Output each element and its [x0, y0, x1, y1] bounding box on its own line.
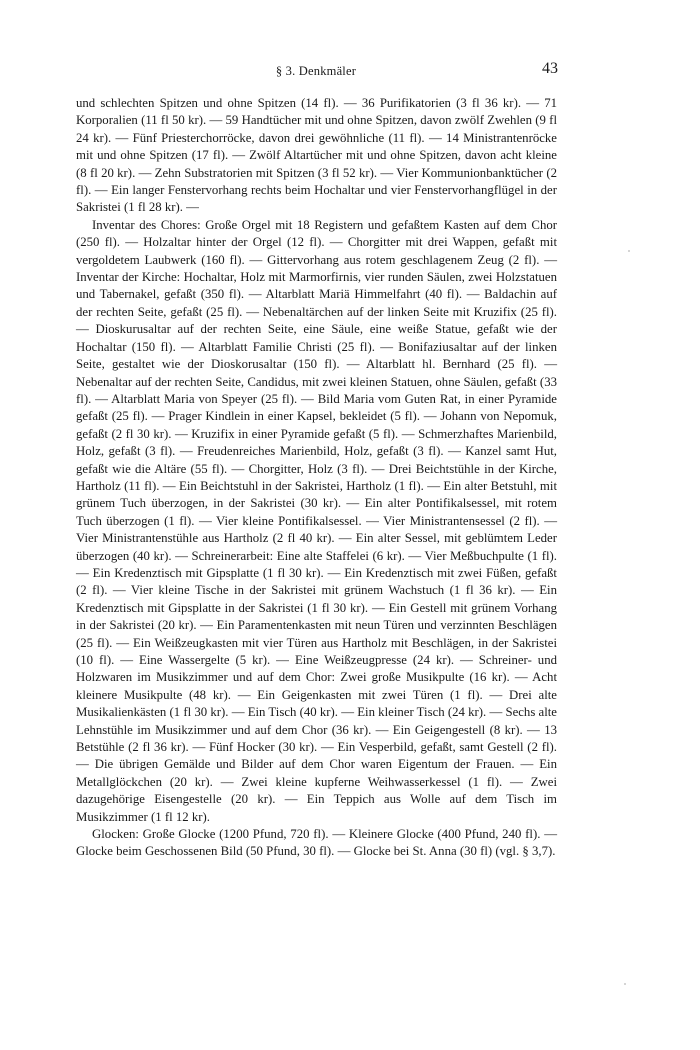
section-title: § 3. Denkmäler — [275, 64, 357, 78]
paragraph-continuation: und schlechten Spitzen und ohne Spitzen (14 fl). — 36 Purifikatorien (3 fl 36 kr). — 71 Korporalien (11 fl 50 kr). — 59 Handtücher mit und ohne Spitzen, davon zwölf Zwehlen (9 fl 24 kr). — Fünf Priesterchorröcke, davon drei gewöhnliche (11 fl). — 14 Ministrantenröcke mit und ohne Spitzen (17 fl). — Zwölf Altartücher mit und ohne Spitzen, davon acht kleine (8 fl 20 kr). — Zehn Substratorien mit Spitzen (3 fl 52 kr). — Vier Kommunionbanktücher (2 fl). — Ein langer Fenstervorhang rechts beim Hochaltar und vier Fenstervorhangflügel in der Sakristei (1 fl 28 kr). — — [76, 96, 557, 215]
paragraph-inventory: Inventar des Chores: Große Orgel mit 18 Registern und gefaßtem Kasten auf dem Chor (250 fl). — Holzaltar hinter der Orgel (12 fl). — Chorgitter mit drei Wappen, gefaßt mit vergoldetem Laubwerk (160 fl). — Gittervorhang aus rotem geschlagenem Zeug (2 fl). — Inventar der Kirche: Hochaltar, Holz mit Marmorfirnis, vier runden Säulen, zwei Holzstatuen und Tabernakel, gefaßt (350 fl). — Altarblatt Mariä Himmelfahrt (40 fl). — Baldachin auf der rechten Seite, gefaßt (25 fl). — Nebenaltärchen auf der linken Seite mit Kruzifix (25 fl). — Dioskurusaltar auf der rechten Seite, eine Säule, eine weiße Statue, gefaßt wie der Hochaltar (150 fl). — Altarblatt Familie Christi (25 fl). — Bonifaziusaltar auf der linken Seite, gestaltet wie der Dioskorusaltar (150 fl). — Altarblatt hl. Bernhard (25 fl). — Nebenaltar auf der rechten Seite, Candidus, mit zwei kleinen Statuen, ohne Säulen, gefaßt (33 fl). — Altarblatt Maria von Speyer (25 fl). — Bild Maria vom Guten Rat, in einer Pyramide gefaßt (25 fl). — Prager Kindlein in einer Kapsel, bekleidet (5 fl). — Johann von Nepomuk, gefaßt (2 fl 30 kr). — Kruzifix in einer Pyramide gefaßt (5 fl). — Schmerzhaftes Marienbild, Holz, gefaßt (3 fl). — Freudenreiches Marienbild, Holz, gefaßt (3 fl). — Kanzel samt Hut, gefaßt wie die Altäre (55 fl). — Chorgitter, Holz (3 fl). — Drei Beichtstühle in der Kirche, Hartholz (11 fl). — Ein Beichtstuhl in der Sakristei, Hartholz (1 fl). — Ein alter Betstuhl, mit grünem Tuch überzogen, in der Sakristei (30 kr). — Ein alter Pontifikalsessel, mit rotem Tuch überzogen (1 fl). — Vier kleine Pontifikalsessel. — Vier Ministrantensessel (2 fl). — Vier Ministrantenstühle aus Hartholz (2 fl 40 kr). — Ein alter Sessel, mit geblümtem Leder überzogen (40 kr). — Schreinerarbeit: Eine alte Staffelei (6 kr). — Vier Meßbuchpulte (1 fl). — Ein Kredenztisch mit Gipsplatte (1 fl 30 kr). — Ein Kredenztisch mit zwei Füßen, gefaßt (2 fl). — Vier kleine Tische in der Sakristei mit grünem Wachstuch (1 fl 36 kr). — Ein Kredenztisch mit Gipsplatte in der Sakristei (1 fl 30 kr). — Ein Gestell mit grünem Vorhang in der Sakristei (20 kr). — Ein Paramentenkasten mit neun Türen und verzinnten Beschlägen (25 fl). — Ein Weißzeugkasten mit vier Türen aus Hartholz mit Beschlägen, in der Sakristei (10 fl). — Eine Wassergelte (5 kr). — Eine Weißzeugpresse (24 kr). — Schreiner- und Holzwaren im Musikzimmer und auf dem Chor: Zwei große Musikpulte (16 kr). — Acht kleinere Musikpulte (48 kr). — Ein Geigenkasten mit zwei Türen (1 fl). — Drei alte Musikalienkästen (1 fl 30 kr). — Ein Tisch (40 kr). — Ein kleiner Tisch (24 kr). — Sechs alte Lehnstühle im Musikzimmer und auf dem Chor (36 kr). — Ein Geigengestell (8 kr). — 13 Betstühle (2 fl 36 kr). — Fünf Hocker (30 kr). — Ein Vesperbild, gefaßt, samt Gestell (2 fl). — Die übrigen Gemälde und Bilder auf dem Chor waren Eigentum der Frauen. — Ein Metallglöckchen (20 kr). — Zwei kleine kupferne Weihwasserkessel (1 fl). — Zwei dazugehörige Eisengestelle (20 kr). — Ein Teppich aus Wolle auf dem Tisch im Musikzimmer (1 fl 12 kr). — [76, 217, 557, 824]
running-header — [76, 60, 556, 82]
scan-speck — [628, 250, 630, 252]
body-text — [76, 95, 557, 861]
scan-speck — [624, 983, 626, 985]
page-number: 43 — [542, 60, 558, 77]
paragraph-bells: Glocken: Große Glocke (1200 Pfund, 720 fl). — Kleinere Glocke (400 Pfund, 240 fl). — Glocke beim Geschossenen Bild (50 Pfund, 30 fl). — Glocke bei St. Anna (30 fl) (vgl. § 3,7). — [76, 827, 557, 859]
